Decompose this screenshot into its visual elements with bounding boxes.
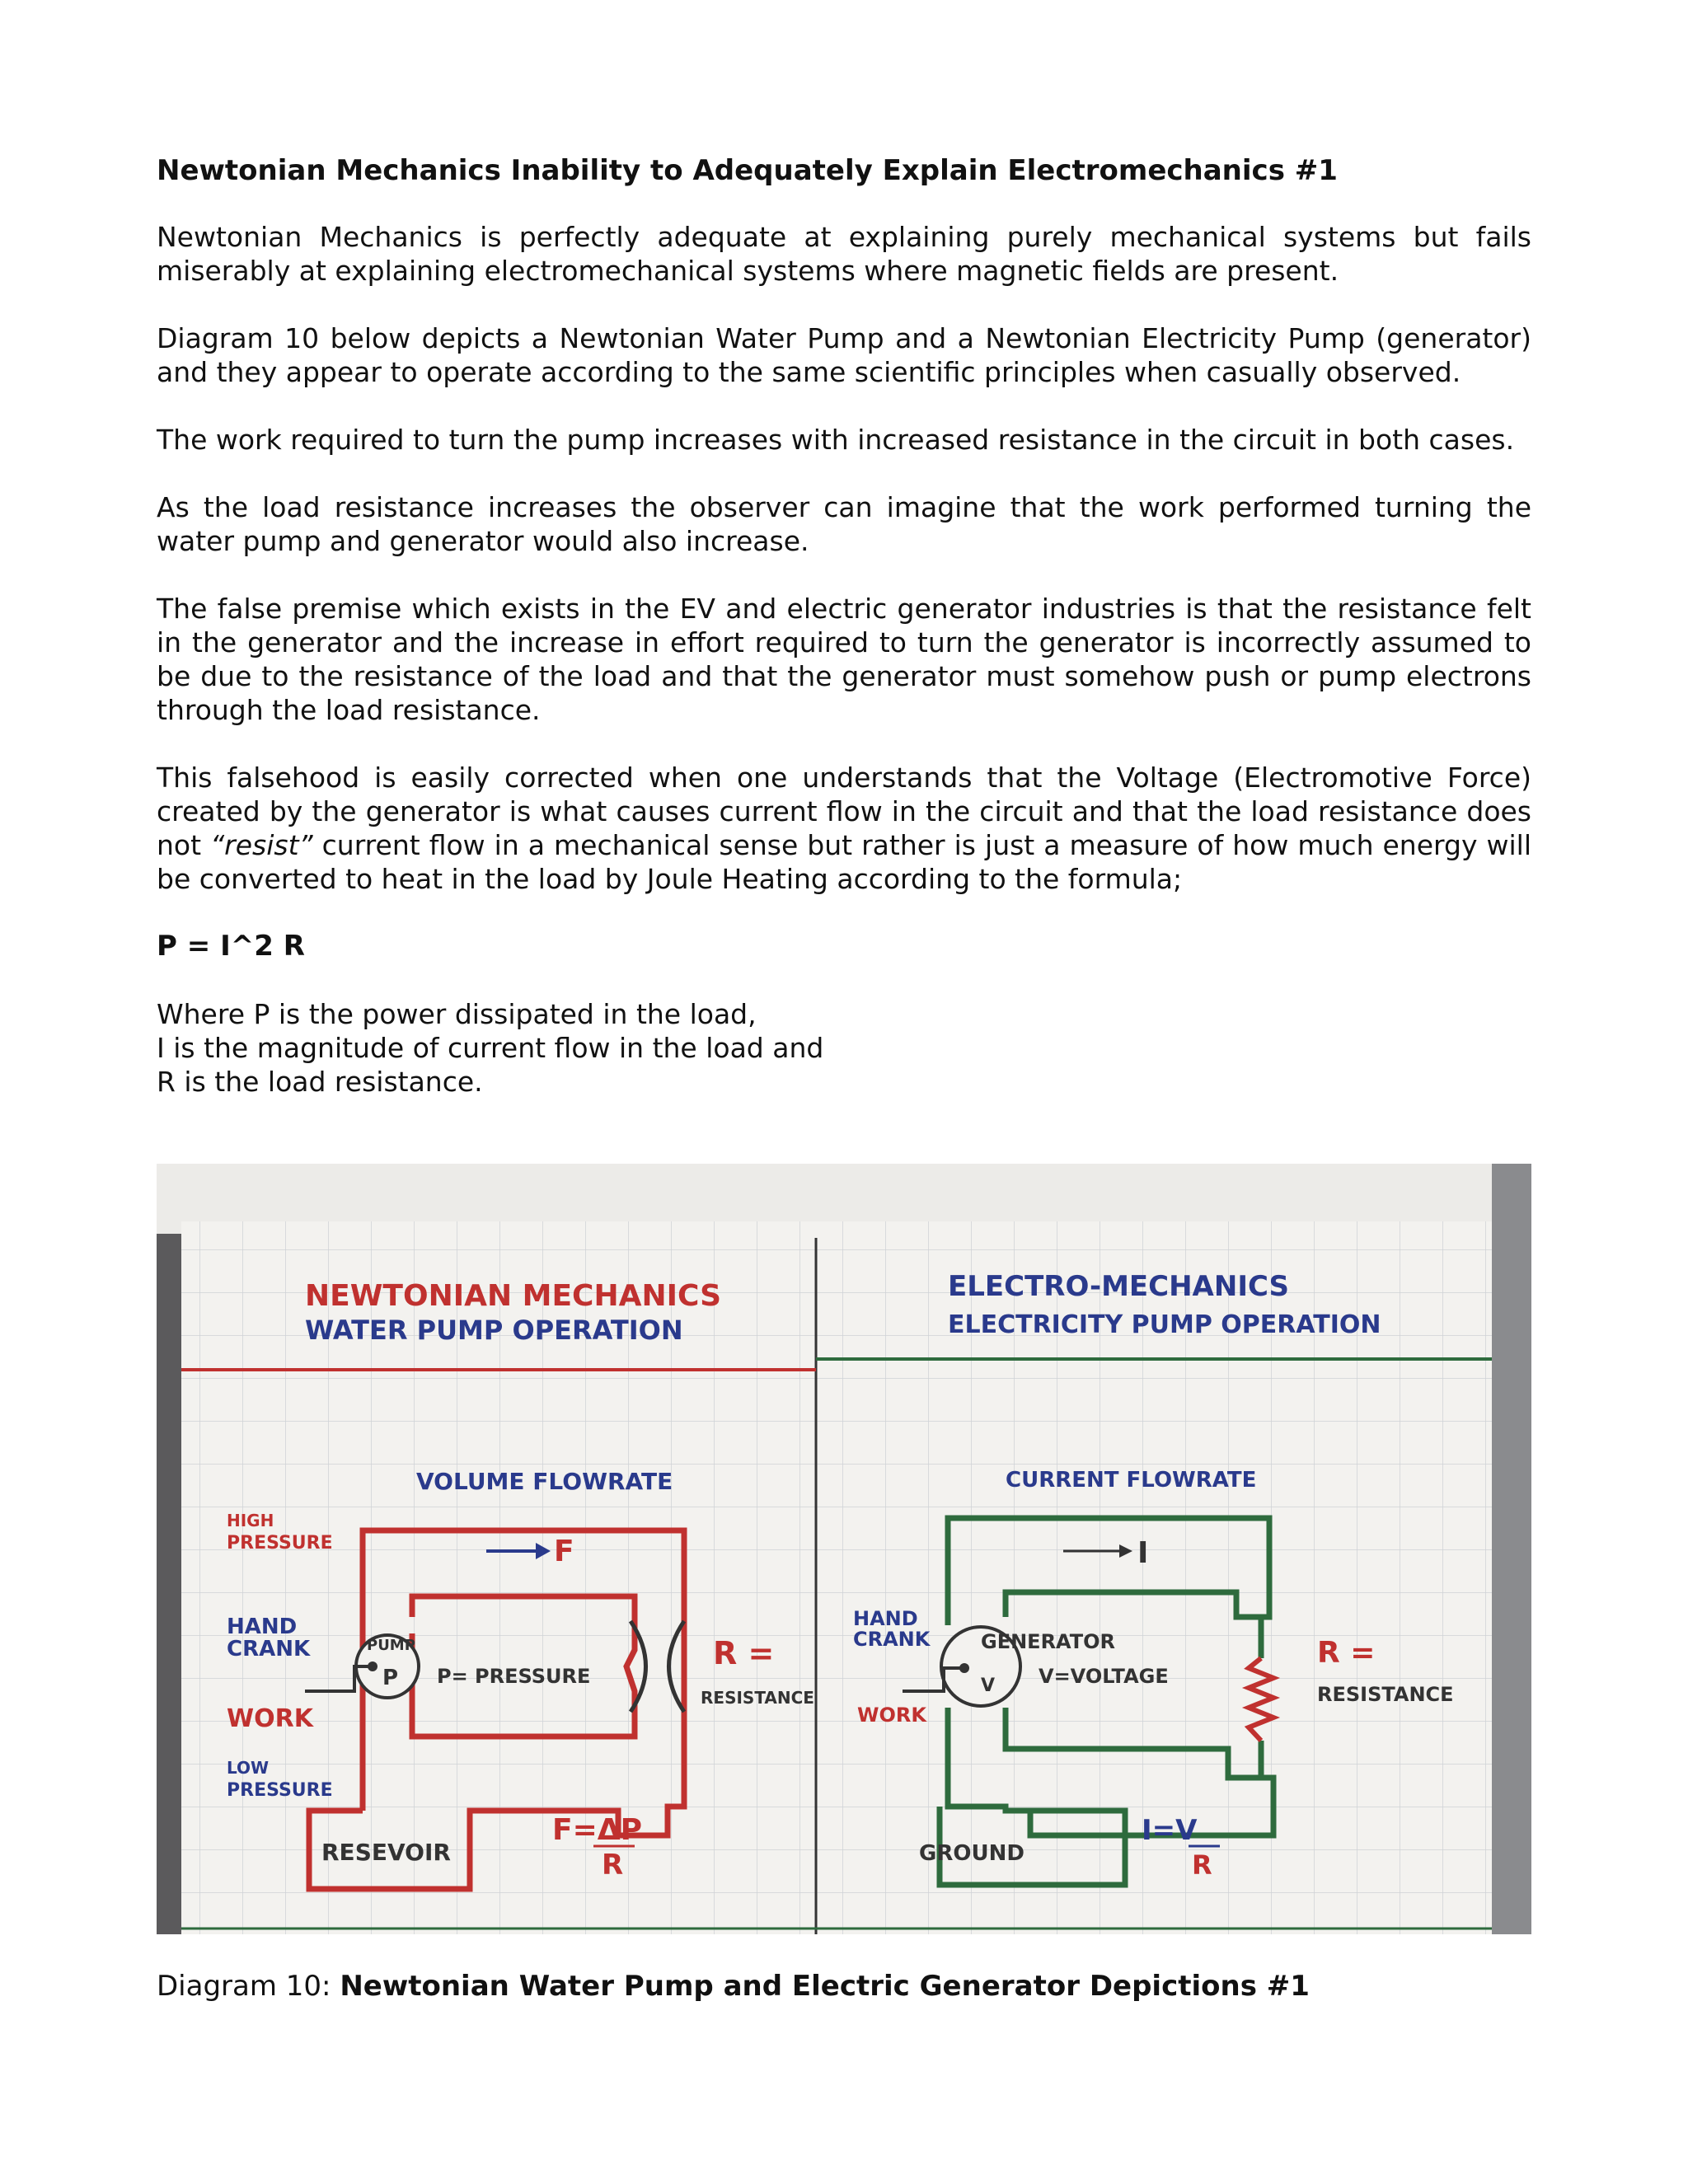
paragraph-1: Newtonian Mechanics is perfectly adequate at explaining purely mechanical systems but fails miserably at explaining electromechanical systems where magnetic fields are present.: [157, 221, 1531, 287]
generator-symbol: V: [981, 1675, 996, 1696]
ground-label: GROUND: [919, 1841, 1025, 1866]
pump-symbol: P: [382, 1666, 399, 1690]
pressure-label: P= PRESSURE: [437, 1665, 591, 1688]
left-hand-crank-1: HAND: [227, 1615, 298, 1639]
voltage-label: V=VOLTAGE: [1039, 1665, 1169, 1688]
right-flow-symbol: I: [1137, 1536, 1149, 1570]
right-hand-crank-2: CRANK: [853, 1628, 931, 1651]
diagram-svg: [157, 1164, 1531, 1934]
left-flow-label: VOLUME FLOWRATE: [416, 1468, 673, 1495]
document-title: Newtonian Mechanics Inability to Adequately Explain Electromechanics #1: [157, 154, 1338, 187]
document-page: [157, 152, 1531, 1099]
paragraph-6-before: This falsehood is easily corrected when one understands that the Voltage (Electromotive Force) created by the generator is what causes current flow in the circuit and that the load resistance does not: [157, 762, 1531, 861]
left-formula-top: F=ΔP: [552, 1813, 643, 1847]
paragraph-6-after: current flow in a mechanical sense but rather is just a measure of how much energy will be converted to heat in the load by Joule Heating according to the formula;: [157, 829, 1531, 895]
low-pressure-2: PRESSURE: [227, 1780, 333, 1801]
left-heading-2: WATER PUMP OPERATION: [305, 1315, 683, 1346]
caption-title: Newtonian Water Pump and Electric Generator Depictions #1: [340, 1970, 1310, 2003]
paragraph-6-italic: “resist”: [210, 829, 313, 861]
generator-label: GENERATOR: [981, 1630, 1116, 1653]
right-r-label: R =: [1317, 1636, 1376, 1670]
right-resistance-label: RESISTANCE: [1317, 1683, 1454, 1706]
diagram-10-photo: [157, 1164, 1531, 1934]
left-r-label: R =: [713, 1635, 775, 1671]
left-work-label: WORK: [227, 1704, 313, 1733]
right-hand-crank-1: HAND: [853, 1607, 918, 1630]
paragraph-4: As the load resistance increases the observer can imagine that the work performed turning the water pump and generator would also increase.: [157, 491, 1531, 557]
high-pressure-2: PRESSURE: [227, 1533, 333, 1554]
right-heading-2: ELECTRICITY PUMP OPERATION: [948, 1310, 1381, 1339]
right-work-label: WORK: [857, 1704, 926, 1727]
power-formula: P = I^2 R: [157, 930, 305, 963]
left-formula-bottom: R: [602, 1849, 624, 1882]
figure-caption: [157, 1968, 1531, 2004]
left-heading-1: NEWTONIAN MECHANICS: [305, 1279, 722, 1313]
high-pressure-1: HIGH: [227, 1511, 274, 1530]
paragraph-5: The false premise which exists in the EV and electric generator industries is that the resistance felt in the generator and the increase in effort required to turn the generator is incorrectly assumed to be due to the resistance of the load and that the generator must somehow push or pump electrons through the load resistance.: [157, 593, 1531, 726]
right-formula-top: I=V: [1142, 1814, 1198, 1847]
paragraph-2: Diagram 10 below depicts a Newtonian Water Pump and a Newtonian Electricity Pump (generator) and they appear to operate according to the same scientific principles when casually observed.: [157, 322, 1531, 388]
caption-prefix: Diagram 10:: [157, 1970, 340, 2003]
left-hand-crank-2: CRANK: [227, 1637, 311, 1661]
left-flow-symbol: F: [554, 1535, 574, 1568]
right-flow-label: CURRENT FLOWRATE: [1006, 1468, 1257, 1493]
formula-explanation: [157, 997, 1531, 1099]
reservoir-label: RESEVOIR: [321, 1839, 451, 1866]
paragraph-6: [157, 761, 1531, 896]
where-line-2: I is the magnitude of current flow in the load and: [157, 1032, 824, 1064]
where-line-3: R is the load resistance.: [157, 1066, 483, 1098]
where-line-1: Where P is the power dissipated in the load,: [157, 998, 757, 1030]
right-formula-bottom: R: [1192, 1849, 1212, 1881]
right-heading-1: ELECTRO-MECHANICS: [948, 1270, 1290, 1303]
pump-label: PUMP: [367, 1637, 415, 1654]
paragraph-3: The work required to turn the pump increases with increased resistance in the circuit in both cases.: [157, 424, 1515, 456]
low-pressure-1: LOW: [227, 1758, 270, 1778]
left-resistance-label: RESISTANCE: [701, 1688, 814, 1708]
desk-right: [1492, 1164, 1531, 1934]
